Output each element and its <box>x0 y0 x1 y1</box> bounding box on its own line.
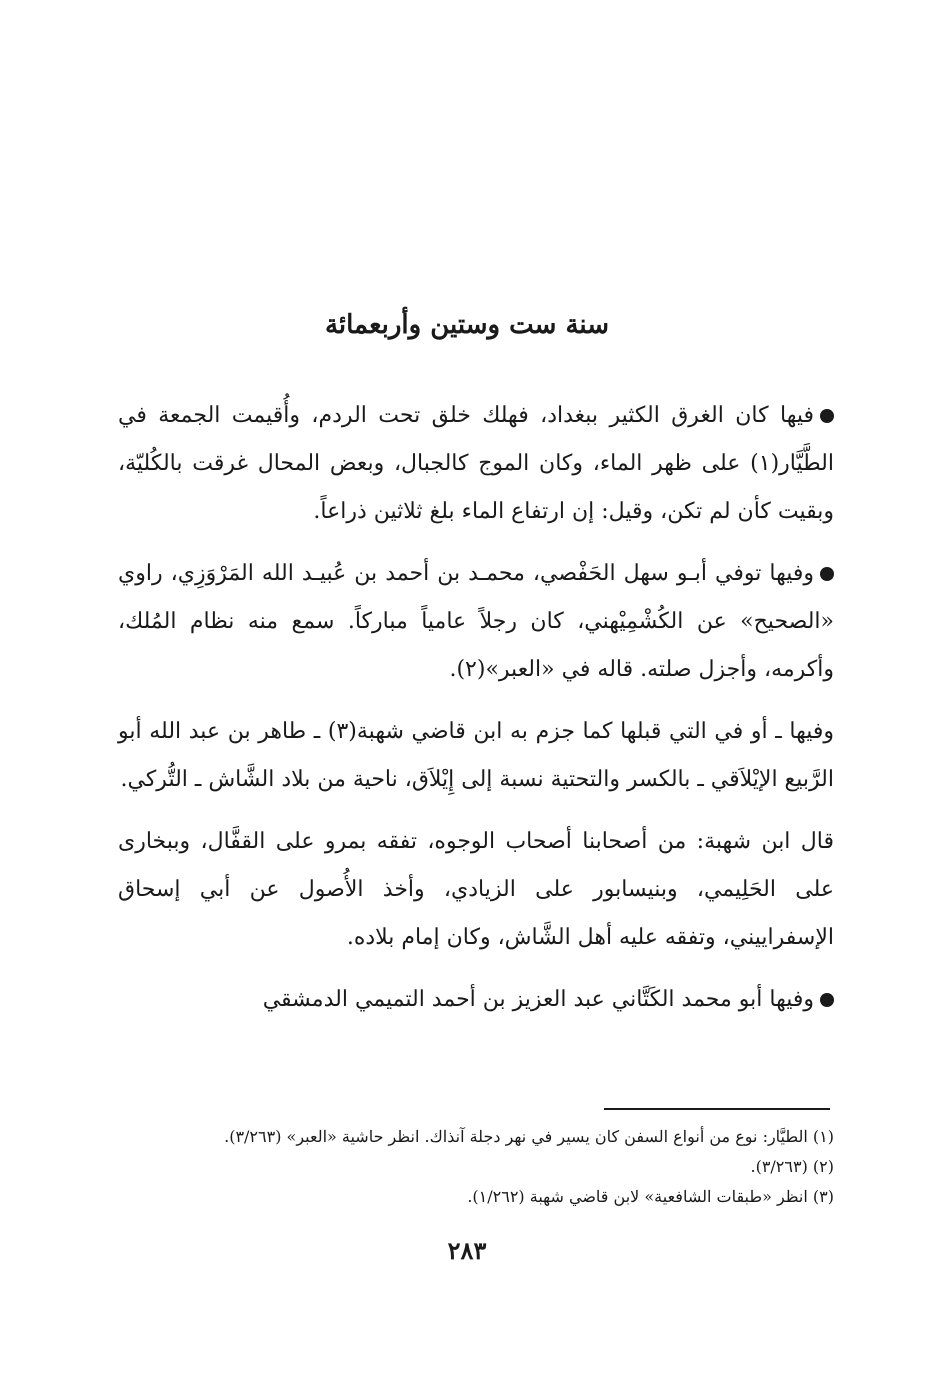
paragraph-2 <box>118 550 834 694</box>
paragraph-5 <box>118 976 834 1024</box>
footnote-1: (١) الطيَّار: نوع من أنواع السفن كان يسير في نهر دجلة آنذاك. انظر حاشية «العبر» (٣/٢٦٣). <box>224 1127 834 1146</box>
paragraph-text: وفيها ـ أو في التي قبلها كما جزم به ابن قاضي شهبة(٣) ـ طاهر بن عبد الله أبو الرَّبيع الإيْلاَقي ـ بالكسر والتحتية نسبة إلى إِيْلاَق، ناحية من بلاد الشَّاش ـ التُّركي. <box>118 719 834 792</box>
paragraph-text: وفيها توفي أبـو سهل الحَفْصي، محمـد بن أحمد بن عُبيـد الله المَرْوَزِي، راوي «الصحيح» عن الكُشْمِيْهني، كان رجلاً عامياً مباركاً. سمع منه نظام المُلك، وأكرمه، وأجزل صلته. قاله في «العبر»(٢). <box>118 561 834 682</box>
paragraph-1 <box>118 392 834 536</box>
footnote-2: (٢) (٣/٢٦٣). <box>750 1157 834 1176</box>
page-number: ٢٨٣ <box>447 1236 487 1265</box>
paragraph-text: فيها كان الغرق الكثير ببغداد، فهلك خلق تحت الردم، وأُقيمت الجمعة في الطَّيَّار(١) على ظهر الماء، وكان الموج كالجبال، وبعض المحال غرقت بالكُليّة، وبقيت كأن لم تكن، وقيل: إن ارتفاع الماء بلغ ثلاثين ذراعاً. <box>118 403 834 524</box>
paragraph-4 <box>118 818 834 962</box>
paragraph-3 <box>118 708 834 804</box>
bullet-icon <box>820 409 834 423</box>
paragraph-text: قال ابن شهبة: من أصحابنا أصحاب الوجوه، تفقه بمرو على القفَّال، وببخارى على الحَلِيمي، وبنيسابور على الزيادي، وأخذ الأُصول عن أبي إسحاق الإسفراييني، وتفقه عليه أهل الشَّاش، وكان إمام بلاده. <box>118 829 834 950</box>
footnotes <box>118 1122 834 1212</box>
main-text <box>118 392 834 1038</box>
chapter-heading: سنة ست وستين وأربعمائة <box>324 310 610 340</box>
footnote-3: (٣) انظر «طبقات الشافعية» لابن قاضي شهبة (١/٢٦٢). <box>467 1187 834 1206</box>
footnote-divider <box>604 1108 830 1110</box>
bullet-icon <box>820 567 834 581</box>
paragraph-text: وفيها أبو محمد الكَتَّاني عبد العزيز بن أحمد التميمي الدمشقي <box>262 987 814 1012</box>
bullet-icon <box>820 993 834 1007</box>
